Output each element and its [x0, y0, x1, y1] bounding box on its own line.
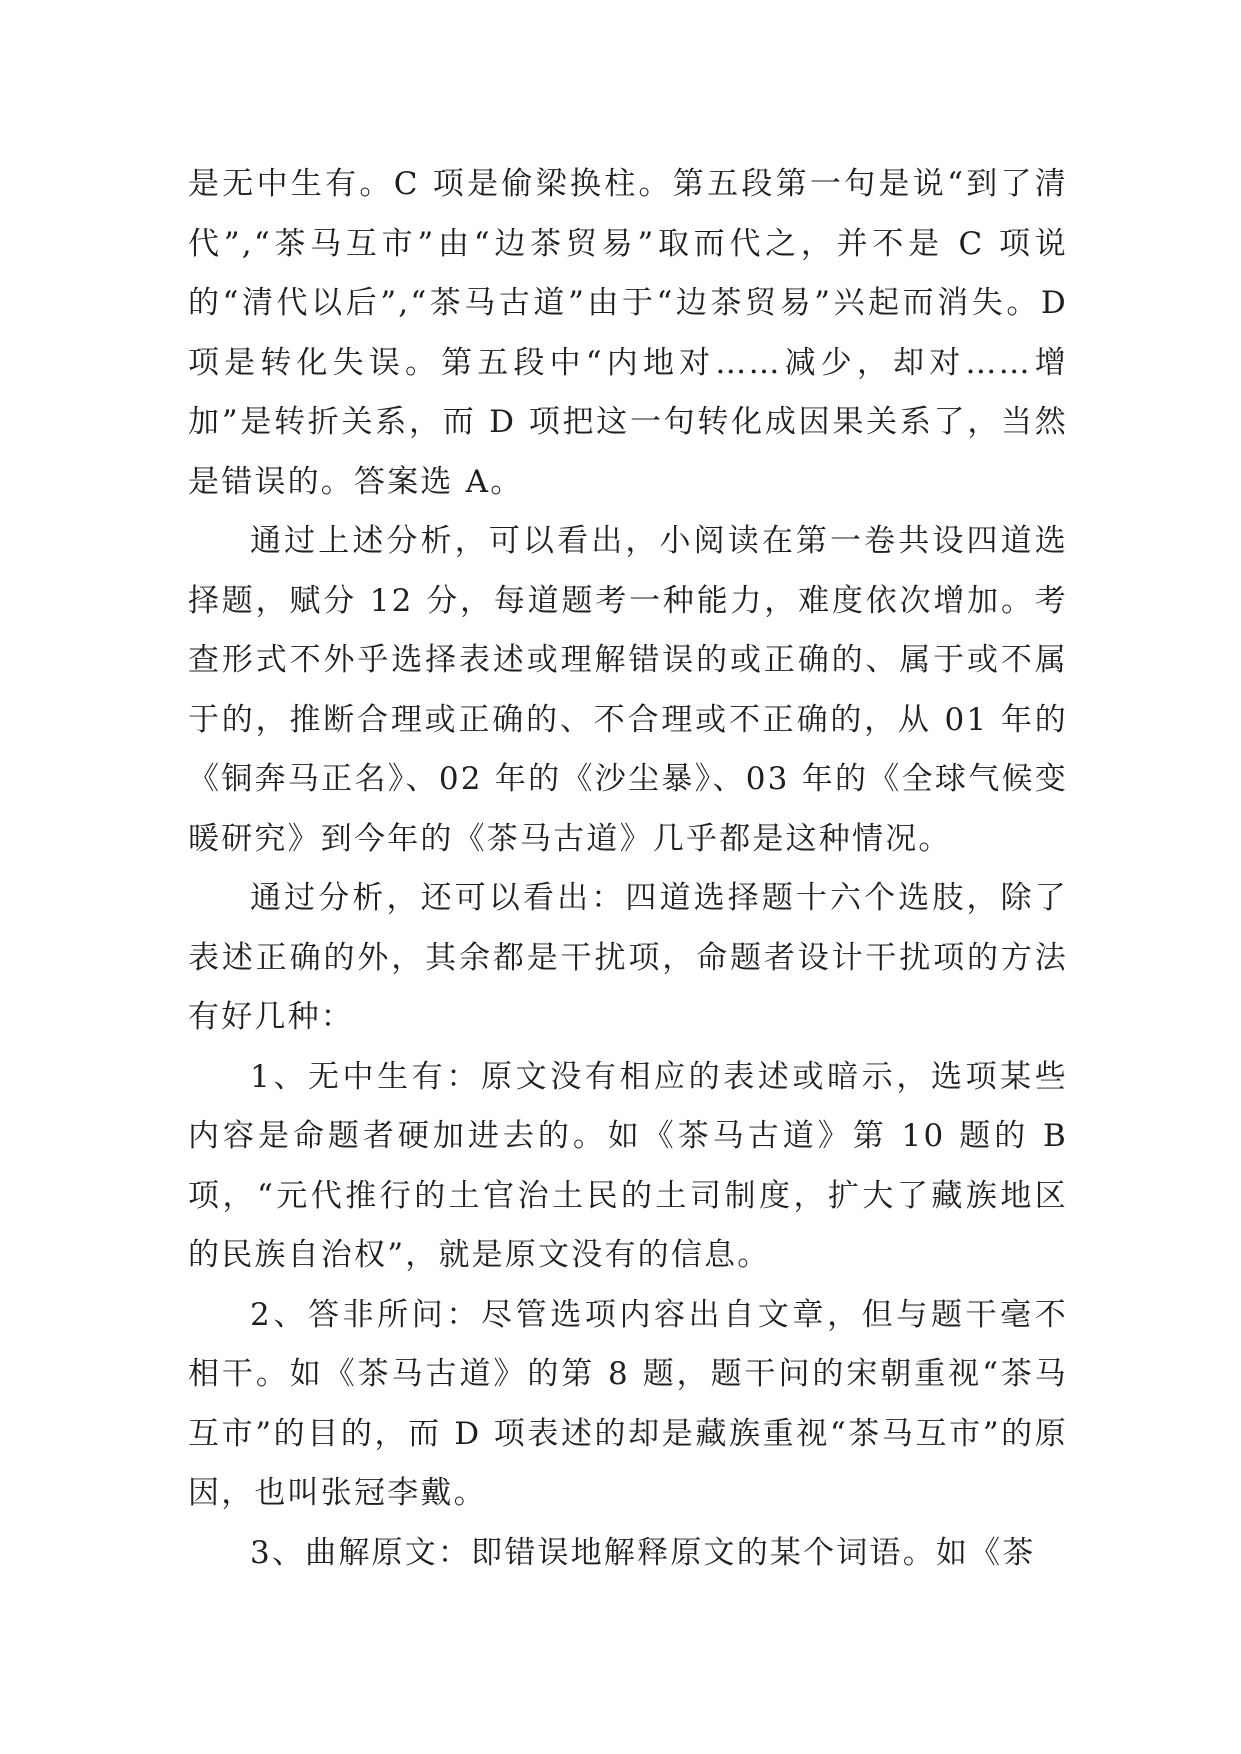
paragraph-distractor-intro: 通过分析，还可以看出：四道选择题十六个选肢，除了表述正确的外，其余都是干扰项，命题者设计干扰项的方法有好几种：: [188, 880, 1068, 1035]
document-body: [188, 155, 1068, 1583]
paragraph-method-3: 3、曲解原文：即错误地解释原文的某个词语。如《茶: [250, 1534, 1036, 1571]
paragraph-analysis-summary: 通过上述分析，可以看出，小阅读在第一卷共设四道选择题，赋分 12 分，每道题考一种能力，难度依次增加。考查形式不外乎选择表述或理解错误的或正确的、属于或不属于的，推断合理或正确的、不合理或不正确的，从 01 年的《铜奔马正名》、02 年的《沙尘暴》、03 年的《全球气候变暖研究》到今年的《茶马古道》几乎都是这种情况。: [188, 523, 1068, 857]
paragraph-continuation: 是无中生有。C 项是偷梁换柱。第五段第一句是说“到了清代”,“茶马互市”由“边茶贸易”取而代之，并不是 C 项说的“清代以后”,“茶马古道”由于“边茶贸易”兴起而消失。D 项是转化失误。第五段中“内地对……减少，却对……增加”是转折关系，而 D 项把这一句转化成因果关系了，当然是错误的。答案选 A。: [188, 166, 1068, 500]
paragraph-method-1: 1、无中生有：原文没有相应的表述或暗示，选项某些内容是命题者硬加进去的。如《茶马古道》第 10 题的 B 项，“元代推行的土官治土民的土司制度，扩大了藏族地区的民族自治权”，就是原文没有的信息。: [188, 1058, 1068, 1273]
paragraph-method-2: 2、答非所问：尽管选项内容出自文章，但与题干毫不相干。如《茶马古道》的第 8 题，题干问的宋朝重视“茶马互市”的目的，而 D 项表述的却是藏族重视“茶马互市”的原因，也叫张冠李戴。: [188, 1296, 1068, 1511]
